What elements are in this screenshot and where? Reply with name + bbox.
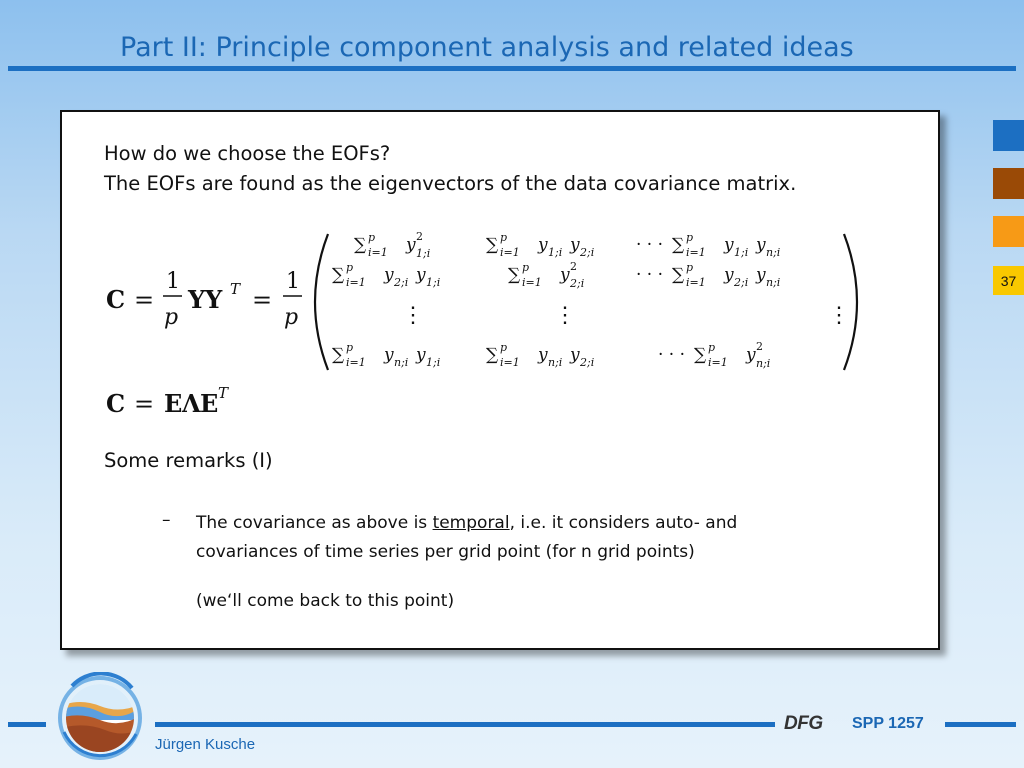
r1c3-y2: y xyxy=(756,235,766,255)
r2c1-sub1: 2;i xyxy=(394,276,409,289)
r3c1-vdots: ⋮ xyxy=(402,303,424,328)
r2c2-y: y xyxy=(560,265,570,285)
sub-note: (we‘ll come back to this point) xyxy=(196,591,455,611)
r1c1-sum: ∑ xyxy=(354,235,367,255)
r2c1-p: p xyxy=(346,261,354,274)
r2c2-i: i=1 xyxy=(522,276,542,289)
remarks-heading: Some remarks (I) xyxy=(104,449,273,472)
covariance-equation xyxy=(106,230,886,380)
r4c1-y2: y xyxy=(416,345,426,365)
r1c1-i: i=1 xyxy=(368,246,388,259)
r2c3-sum: ∑ xyxy=(672,265,685,285)
eq-frac2-den: p xyxy=(284,305,299,330)
r2c1-sum: ∑ xyxy=(332,265,345,285)
slide-title: Part II: Principle component analysis and related ideas xyxy=(120,32,854,63)
r4c3-sum: ∑ xyxy=(694,345,707,365)
r2c3-i: i=1 xyxy=(686,276,706,289)
spp-label: SPP 1257 xyxy=(852,715,924,732)
dfg-logo-icon: DFG xyxy=(784,713,823,734)
r1c2-p: p xyxy=(500,231,508,244)
r1c1-y: y xyxy=(406,235,416,255)
side-square-blue xyxy=(993,120,1024,151)
r1c2-y1: y xyxy=(538,235,548,255)
r4c3-p: p xyxy=(708,341,716,354)
r1c2-sub2: 2;i xyxy=(580,246,595,259)
r4c2-p: p xyxy=(500,341,508,354)
r1c1-p: p xyxy=(368,231,376,244)
content-box xyxy=(60,110,940,650)
side-square-orange xyxy=(993,216,1024,247)
answer-text: The EOFs are found as the eigenvectors of the data covariance matrix. xyxy=(104,172,797,195)
eq-YY: YY xyxy=(188,285,223,314)
r4c3-i: i=1 xyxy=(708,356,728,369)
r4c2-i: i=1 xyxy=(500,356,520,369)
r4c2-sum: ∑ xyxy=(486,345,499,365)
r2c2-p: p xyxy=(522,261,530,274)
eq2-T: T xyxy=(218,384,229,402)
eq-lhs-C: C xyxy=(106,285,126,314)
r2c1-sub2: 1;i xyxy=(426,276,441,289)
bullet-suffix: , i.e. it considers auto- and covariances of time series per grid point (for n grid points) xyxy=(196,513,738,562)
eq-equals-2: = xyxy=(252,286,273,314)
bullet-text xyxy=(196,509,836,567)
r2c2-sub: 2;i xyxy=(570,277,585,290)
r1c3-sub2: n;i xyxy=(766,246,781,259)
r2c3-y2: y xyxy=(756,265,766,285)
eq-frac2-num: 1 xyxy=(286,269,300,294)
r4c2-sub1: n;i xyxy=(548,356,563,369)
title-rule xyxy=(8,66,1016,71)
r4c3-y: y xyxy=(746,345,756,365)
r2c3-y1: y xyxy=(724,265,734,285)
eq-frac1-num: 1 xyxy=(166,269,180,294)
r1c3-p: p xyxy=(686,231,694,244)
r2c2-sum: ∑ xyxy=(508,265,521,285)
r2c3-dots: · · · xyxy=(636,265,664,285)
r1c2-sub1: 1;i xyxy=(548,246,563,259)
r4c1-y1: y xyxy=(384,345,394,365)
r1c2-i: i=1 xyxy=(500,246,520,259)
eq-frac1-den: p xyxy=(164,305,179,330)
r1c3-i: i=1 xyxy=(686,246,706,259)
r4c1-sum: ∑ xyxy=(332,345,345,365)
grace-logo-icon xyxy=(50,672,150,762)
eq2-Lambda: Λ xyxy=(182,389,201,418)
r4c1-p: p xyxy=(346,341,354,354)
r4c2-y1: y xyxy=(538,345,548,365)
side-square-brown xyxy=(993,168,1024,199)
eq2-equals: = xyxy=(134,390,155,418)
footer-rule-middle xyxy=(155,722,775,727)
r2c1-y1: y xyxy=(384,265,394,285)
eq-equals-1: = xyxy=(134,286,155,314)
eq-T-sup: T xyxy=(230,280,241,298)
r3c2-vdots: ⋮ xyxy=(554,303,576,328)
eq2-E: E xyxy=(164,389,183,418)
r2c3-p: p xyxy=(686,261,694,274)
r1c3-sum: ∑ xyxy=(672,235,685,255)
r4c3-sq: 2 xyxy=(756,340,763,353)
r4c2-y2: y xyxy=(570,345,580,365)
r1c2-y2: y xyxy=(570,235,580,255)
r4c3-dots: · · · xyxy=(658,345,686,365)
bullet-underlined: temporal xyxy=(432,513,510,533)
footer-rule-left xyxy=(8,722,46,727)
r4c1-sub1: n;i xyxy=(394,356,409,369)
r2c3-sub2: n;i xyxy=(766,276,781,289)
r4c1-sub2: 1;i xyxy=(426,356,441,369)
r2c1-i: i=1 xyxy=(346,276,366,289)
r4c3-sub: n;i xyxy=(756,357,771,370)
page-number: 37 xyxy=(993,266,1024,295)
eq2-E2: E xyxy=(200,389,219,418)
r4c1-i: i=1 xyxy=(346,356,366,369)
r1c1-sq: 2 xyxy=(416,230,423,243)
eq2-C: C xyxy=(106,389,126,418)
r2c1-y2: y xyxy=(416,265,426,285)
r1c3-sub1: 1;i xyxy=(734,246,749,259)
r1c3-y1: y xyxy=(724,235,734,255)
r1c3-dots: · · · xyxy=(636,235,664,255)
question-text: How do we choose the EOFs? xyxy=(104,142,391,165)
r3c3-vdots: ⋮ xyxy=(828,303,850,328)
bullet-prefix: The covariance as above is xyxy=(196,513,433,533)
r2c2-sq: 2 xyxy=(570,260,577,273)
r2c3-sub1: 2;i xyxy=(734,276,749,289)
eigen-decomposition-equation xyxy=(106,384,266,424)
author-name: Jürgen Kusche xyxy=(155,736,256,753)
r1c1-sub: 1;i xyxy=(416,247,431,260)
bullet-dash: – xyxy=(162,510,171,530)
footer-rule-right xyxy=(945,722,1016,727)
r1c2-sum: ∑ xyxy=(486,235,499,255)
r4c2-sub2: 2;i xyxy=(580,356,595,369)
